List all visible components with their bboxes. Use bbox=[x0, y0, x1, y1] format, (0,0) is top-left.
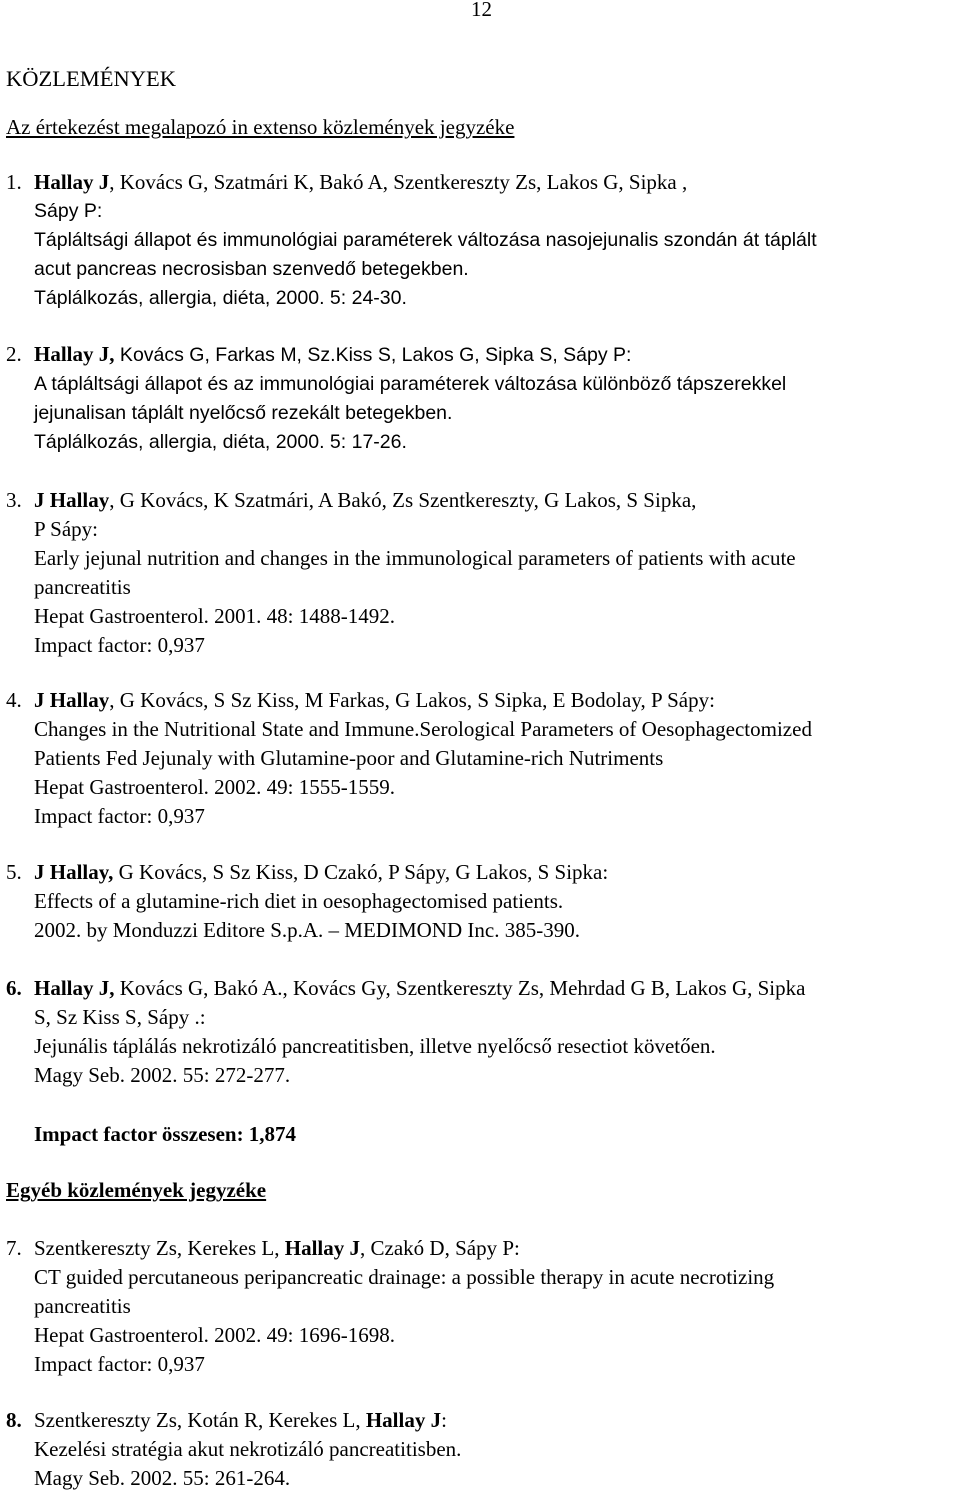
publication-item-7 bbox=[6, 1234, 956, 1379]
pub-title: Kezelési stratégia akut nekrotizáló pancreatitisben. bbox=[34, 1437, 462, 1461]
publication-item-4 bbox=[6, 686, 956, 831]
item-number: 7. bbox=[6, 1236, 22, 1260]
author-highlight: Hallay J bbox=[284, 1236, 361, 1260]
authors: Szentkereszty Zs, Kotán R, Kerekes L, bbox=[34, 1408, 366, 1432]
pub-title: CT guided percutaneous peripancreatic drainage: a possible therapy in acute necrotizing bbox=[34, 1265, 775, 1289]
item-number: 2. bbox=[6, 342, 22, 366]
impact-factor: Impact factor: 0,937 bbox=[34, 633, 205, 657]
section-title-main: Az értekezést megalapozó in extenso közlemények jegyzéke bbox=[6, 115, 515, 139]
authors-cont: S, Sz Kiss S, Sápy .: bbox=[34, 1005, 206, 1029]
publication-item-5 bbox=[6, 858, 956, 945]
journal: Magy Seb. 2002. 55: 272-277. bbox=[34, 1063, 291, 1087]
journal: Hepat Gastroenterol. 2001. 48: 1488-1492. bbox=[34, 604, 396, 628]
pub-title: Changes in the Nutritional State and Immune.Serological Parameters of Oesophagectomized bbox=[34, 717, 812, 741]
authors: G Kovács, S Sz Kiss, D Czakó, P Sápy, G Lakos, S Sipka: bbox=[113, 860, 609, 884]
publication-item-8 bbox=[6, 1406, 956, 1493]
pub-title-cont: acut pancreas necrosisban szenvedő betegekben. bbox=[34, 258, 469, 280]
authors: Kovács G, Farkas M, Sz.Kiss S, Lakos G, Sipka S, Sápy P: bbox=[114, 344, 632, 366]
author-highlight: J Hallay bbox=[34, 688, 110, 712]
pub-title: Jejunális táplálás nekrotizáló pancreatitisben, illetve nyelőcső resectiot követően. bbox=[34, 1034, 716, 1058]
publication-item-2 bbox=[6, 340, 956, 457]
page-heading: KÖZLEMÉNYEK bbox=[6, 66, 176, 91]
item-number: 5. bbox=[6, 860, 22, 884]
author-highlight: J Hallay, bbox=[34, 860, 114, 884]
impact-total: Impact factor összesen: 1,874 bbox=[34, 1122, 297, 1146]
pub-title-cont: Patients Fed Jejunaly with Glutamine-poor and Glutamine-rich Nutriments bbox=[34, 746, 664, 770]
authors: Kovács G, Bakó A., Kovács Gy, Szentkereszty Zs, Mehrdad G B, Lakos G, Sipka bbox=[114, 976, 806, 1000]
page-number: 12 bbox=[471, 0, 492, 21]
journal: Táplálkozás, allergia, diéta, 2000. 5: 17-26. bbox=[34, 431, 407, 453]
pub-title: Tápláltsági állapot és immunológiai paraméterek változása nasojejunalis szondán át táplált bbox=[34, 229, 817, 251]
impact-factor: Impact factor: 0,937 bbox=[34, 1352, 205, 1376]
author-highlight: J Hallay bbox=[34, 488, 110, 512]
pub-title-cont: pancreatitis bbox=[34, 575, 131, 599]
authors: , G Kovács, S Sz Kiss, M Farkas, G Lakos, S Sipka, E Bodolay, P Sápy: bbox=[109, 688, 715, 712]
journal: Magy Seb. 2002. 55: 261-264. bbox=[34, 1466, 291, 1490]
pub-title-cont: pancreatitis bbox=[34, 1294, 131, 1318]
publication-item-1 bbox=[6, 168, 956, 313]
authors-post: : bbox=[441, 1408, 447, 1432]
author-highlight: Hallay J, bbox=[34, 342, 115, 366]
impact-factor: Impact factor: 0,937 bbox=[34, 804, 205, 828]
publication-item-3 bbox=[6, 486, 956, 660]
item-number: 8. bbox=[6, 1408, 22, 1432]
item-number: 3. bbox=[6, 488, 22, 512]
author-highlight: Hallay J bbox=[34, 170, 110, 194]
item-number: 4. bbox=[6, 688, 22, 712]
pub-title: A tápláltsági állapot és az immunológiai paraméterek változása különböző tápszerekkel bbox=[34, 373, 787, 395]
section-title-other: Egyéb közlemények jegyzéke bbox=[6, 1178, 267, 1202]
author-highlight: Hallay J bbox=[365, 1408, 442, 1432]
authors-cont: Sápy P: bbox=[34, 200, 103, 222]
authors: , G Kovács, K Szatmári, A Bakó, Zs Szentkereszty, G Lakos, S Sipka, bbox=[109, 488, 697, 512]
authors-cont: P Sápy: bbox=[34, 517, 98, 541]
journal: Táplálkozás, allergia, diéta, 2000. 5: 24-30. bbox=[34, 287, 407, 309]
authors-post: , Czakó D, Sápy P: bbox=[360, 1236, 520, 1260]
journal: Hepat Gastroenterol. 2002. 49: 1696-1698. bbox=[34, 1323, 396, 1347]
journal: 2002. by Monduzzi Editore S.p.A. – MEDIMOND Inc. 385-390. bbox=[34, 918, 580, 942]
authors: Szentkereszty Zs, Kerekes L, bbox=[34, 1236, 285, 1260]
publication-item-6 bbox=[6, 974, 956, 1090]
pub-title: Early jejunal nutrition and changes in the immunological parameters of patients with acute bbox=[34, 546, 796, 570]
author-highlight: Hallay J, bbox=[34, 976, 115, 1000]
item-number: 6. bbox=[6, 976, 22, 1000]
item-number: 1. bbox=[6, 170, 22, 194]
pub-title: Effects of a glutamine-rich diet in oesophagectomised patients. bbox=[34, 889, 564, 913]
pub-title-cont: jejunalisan táplált nyelőcső rezekált betegekben. bbox=[34, 402, 453, 424]
authors: , Kovács G, Szatmári K, Bakó A, Szentkereszty Zs, Lakos G, Sipka , bbox=[109, 170, 688, 194]
journal: Hepat Gastroenterol. 2002. 49: 1555-1559. bbox=[34, 775, 396, 799]
